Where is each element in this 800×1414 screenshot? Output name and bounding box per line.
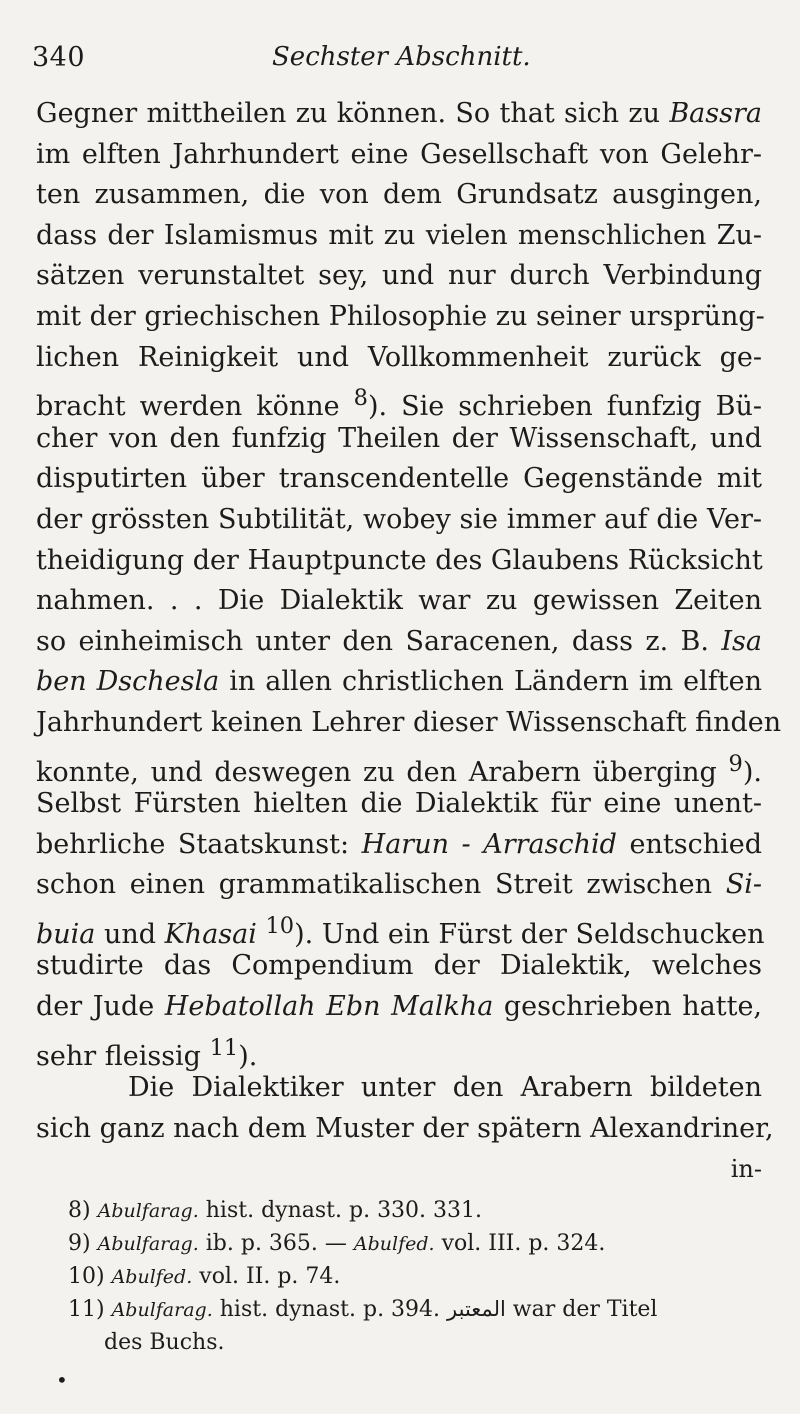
text-line: so einheimisch unter den Saracenen, dass z. B. Isa [36,625,762,657]
footnote: 11) Abulfarag. hist. dynast. p. 394. المعتبر war der Titel [68,1297,658,1322]
running-head [32,42,760,78]
text-line: mit der griechischen Philosophie zu seiner ursprüng- [36,300,765,332]
text-line: der Jude Hebatollah Ebn Malkha geschrieben hatte, [36,991,762,1023]
body-text [36,94,782,1189]
paragraph-start-line: Die Dialektiker unter den Arabern bildeten [128,1072,762,1104]
footnote-ref: 8 [353,385,368,412]
text-line: schon einen grammatikalischen Streit zwischen Si- [36,869,762,901]
running-title: Sechster Abschnitt. [272,42,531,72]
footnote: 9) Abulfarag. ib. p. 365. — Abulfed. vol. III. p. 324. [68,1231,606,1256]
footnote-ref: 10 [265,912,295,939]
text-line: Gegner mittheilen zu können. So that sich zu Bassra [36,98,762,129]
footnote: 10) Abulfed. vol. II. p. 74. [68,1264,341,1289]
page-number: 340 [32,42,86,73]
text-line: ben Dschesla in allen christlichen Ländern im elften [36,666,762,698]
footnote-continuation: des Buchs. [104,1330,225,1355]
text-line: bracht werden könne $^8$). Sie schrieben funfzig Bü- [36,385,762,423]
text-line: ten zusammen, die von dem Grundsatz ausgingen, [36,179,762,211]
text-line: lichen Reinigkeit und Vollkommenheit zurück ge- [36,341,762,373]
text-line: der grössten Subtilität, wobey sie immer auf die Ver- [36,503,762,535]
text-line: Jahrhundert keinen Lehrer dieser Wissenschaft finden [36,706,782,738]
text-line: nahmen. . . Die Dialektik war zu gewissen Zeiten [36,585,762,617]
text-line: konnte, und deswegen zu den Arabern überging $^9$). [36,750,762,788]
text-line: behrliche Staatskunst: Harun - Arraschid entschied [36,828,763,860]
footnotes [68,1194,768,1359]
text-line: theidigung der Hauptpuncte des Glaubens Rücksicht [36,544,763,576]
catchword: in- [730,1155,762,1184]
footnote: 8) Abulfarag. hist. dynast. p. 330. 331. [68,1198,483,1223]
printer-mark: • [56,1368,68,1392]
text-line: Selbst Fürsten hielten die Dialektik für eine unent- [36,788,762,820]
text-line: sehr fleissig $^{11}$). [36,1034,258,1072]
text-line: disputirten über transcendentelle Gegenstände mit [36,463,762,495]
arabic-title: المعتبر [447,1297,506,1321]
footnote-ref: 11 [209,1034,239,1061]
text-line: im elften Jahrhundert eine Gesellschaft von Gelehr- [36,138,762,170]
text-line: buia und Khasai $^{10}$). Und ein Fürst der Seldschucken [36,912,765,950]
text-line: cher von den funfzig Theilen der Wissenschaft, und [36,422,762,454]
text-line: sich ganz nach dem Muster der spätern Alexandriner, [36,1112,774,1144]
text-line: sätzen verunstaltet sey, und nur durch Verbindung [36,260,762,292]
text-line: dass der Islamismus mit zu vielen menschlichen Zu- [36,219,762,251]
footnote-ref: 9 [728,750,743,777]
text-line: studirte das Compendium der Dialektik, welches [36,950,762,982]
